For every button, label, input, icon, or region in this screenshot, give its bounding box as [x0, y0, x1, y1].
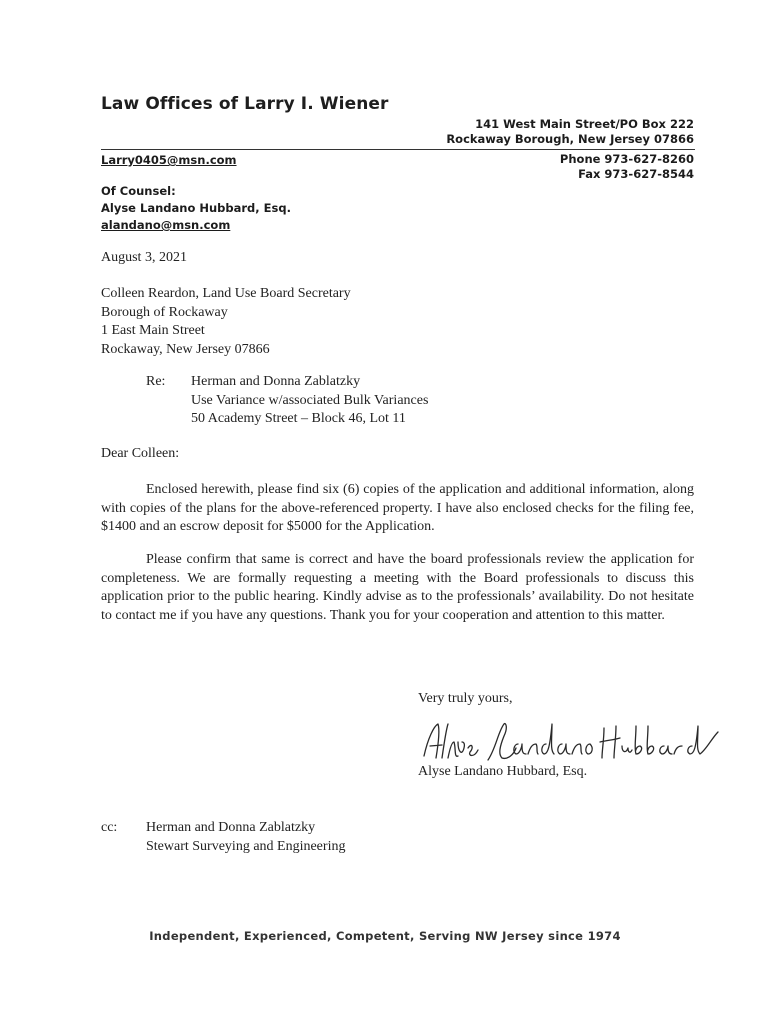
recipient-line: Colleen Reardon, Land Use Board Secretary: [101, 286, 351, 301]
address-line-1: 141 West Main Street/PO Box 222: [475, 117, 694, 131]
firm-phone: Phone 973-627-8260: [559, 152, 694, 166]
salutation: Dear Colleen:: [101, 446, 180, 461]
footer-tagline: Independent, Experienced, Competent, Serving NW Jersey since 1974: [149, 929, 621, 943]
of-counsel-label: Of Counsel:: [101, 184, 176, 198]
letterhead-rule: [101, 149, 695, 150]
firm-fax: Fax 973-627-8544: [578, 167, 694, 181]
re-line: 50 Academy Street – Block 46, Lot 11: [191, 411, 406, 426]
letter-date: August 3, 2021: [101, 250, 187, 265]
firm-name: Law Offices of Larry I. Wiener: [101, 94, 389, 114]
closing: Very truly yours,: [418, 691, 513, 706]
handwritten-signature: [418, 718, 728, 766]
recipient-line: 1 East Main Street: [101, 323, 205, 338]
cc-recipient: Stewart Surveying and Engineering: [146, 838, 346, 854]
of-counsel-block: [101, 183, 291, 234]
recipient-line: Rockaway, New Jersey 07866: [101, 341, 270, 357]
cc-recipient: Herman and Donna Zablatzky: [146, 820, 316, 835]
re-line: Herman and Donna Zablatzky: [191, 374, 361, 389]
re-subject: [191, 373, 428, 429]
re-line: Use Variance w/associated Bulk Variances: [191, 392, 429, 408]
recipient-address: [101, 285, 351, 359]
cc-recipients: [146, 819, 345, 856]
of-counsel-email: alandano@msn.com: [101, 218, 231, 232]
of-counsel-name: Alyse Landano Hubbard, Esq.: [101, 201, 291, 215]
firm-email: Larry0405@msn.com: [101, 153, 237, 167]
body-paragraph-2: Please confirm that same is correct and have the board professionals review the application for completeness. We are formally requesting a meeting with the Board professionals to discuss this application prior to the public hearing. Kindly advise as to the professionals’ availability. Do not hesitate to contact me if you have any questions. Thank you for your cooperation and attention to this matter.: [101, 552, 694, 623]
recipient-line: Borough of Rockaway: [101, 304, 228, 320]
address-line-2: Rockaway Borough, New Jersey 07866: [446, 132, 694, 146]
body-paragraph-1: Enclosed herewith, please find six (6) copies of the application and additional information, along with copies of the plans for the above-referenced property. I have also enclosed checks for the filing fee, $1400 and an escrow deposit for $5000 for the Application.: [101, 482, 694, 534]
signer-name: Alyse Landano Hubbard, Esq.: [418, 764, 588, 779]
cc-label: cc:: [101, 820, 118, 835]
re-label: Re:: [146, 374, 166, 389]
